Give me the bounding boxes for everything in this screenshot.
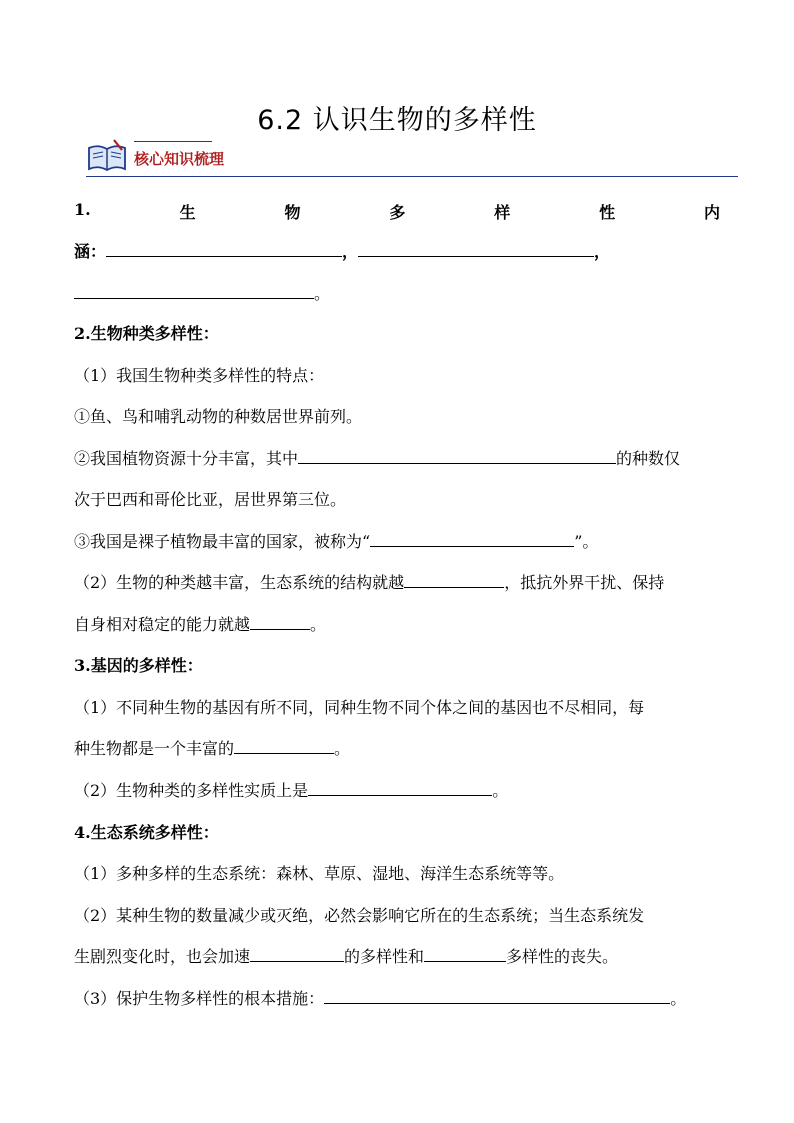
q4-p2-cont: 生剧烈变化时，也会加速 的多样性和 多样性的丧失。 <box>74 947 619 966</box>
answer-blank[interactable] <box>298 449 616 464</box>
q2-p1: （1）我国生物种类多样性的特点： <box>74 366 325 385</box>
q4-heading: 4.生态系统多样性： <box>74 823 219 842</box>
q2-p2: （2）生物的种类越丰富，生态系统的结构就越 ，抵抗外界干扰、保持 <box>74 573 665 592</box>
answer-blank[interactable] <box>106 242 342 257</box>
book-icon <box>86 138 128 178</box>
answer-blank[interactable] <box>424 947 506 962</box>
q1-char: 物 <box>284 203 301 222</box>
q1-char: 1. <box>74 200 91 219</box>
q1-char: 性 <box>599 203 616 222</box>
q1-char: 内 <box>703 203 720 222</box>
answer-blank[interactable] <box>404 573 504 588</box>
answer-blank[interactable] <box>234 739 334 754</box>
q3-p1-cont: 种生物都是一个丰富的 。 <box>74 739 351 758</box>
q4-p2: （2）某种生物的数量减少或灭绝，必然会影响它所在的生态系统；当生态系统发 <box>74 906 645 925</box>
q2-i1: ①鱼、鸟和哺乳动物的种数居世界前列。 <box>74 407 363 426</box>
answer-blank[interactable] <box>250 615 310 630</box>
q4-p1: （1）多种多样的生态系统：森林、草原、湿地、海洋生态系统等等。 <box>74 864 565 883</box>
answer-blank[interactable] <box>74 284 314 299</box>
answer-blank[interactable] <box>250 947 344 962</box>
q1-char: 生 <box>179 203 196 222</box>
q2-i3: ③我国是裸子植物最丰富的国家，被称为“ ”。 <box>74 532 599 551</box>
page-title: 6.2 认识生物的多样性 <box>257 105 537 136</box>
q3-p2: （2）生物种类的多样性实质上是 。 <box>74 781 509 800</box>
q2-i2: ②我国植物资源十分丰富，其中 的种数仅 <box>74 449 681 468</box>
answer-blank[interactable] <box>370 532 574 547</box>
section-label: 核心知识梳理 <box>134 150 225 168</box>
q1-heading <box>74 200 720 223</box>
q1-char: 样 <box>494 203 511 222</box>
header-top-rule <box>134 141 212 142</box>
section-header <box>86 136 738 180</box>
q2-i2-cont: 次于巴西和哥伦比亚，居世界第三位。 <box>74 490 347 509</box>
q2-heading: 2.生物种类多样性： <box>74 324 219 343</box>
header-bottom-rule <box>86 176 738 177</box>
q4-p3: （3）保护生物多样性的根本措施： 。 <box>74 989 687 1008</box>
answer-blank[interactable] <box>308 781 492 796</box>
q1-line3: 。 <box>74 284 330 304</box>
q3-p1: （1）不同种生物的基因有所不同，同种生物不同个体之间的基因也不尽相同，每 <box>74 698 645 717</box>
answer-blank[interactable] <box>324 989 670 1004</box>
answer-blank[interactable] <box>358 242 594 257</box>
q3-heading: 3.基因的多样性： <box>74 656 203 675</box>
q1-char: 多 <box>389 203 406 222</box>
q2-p2-cont: 自身相对稳定的能力就越 。 <box>74 615 327 634</box>
q1-line2: 涵： ， ， <box>74 242 611 261</box>
